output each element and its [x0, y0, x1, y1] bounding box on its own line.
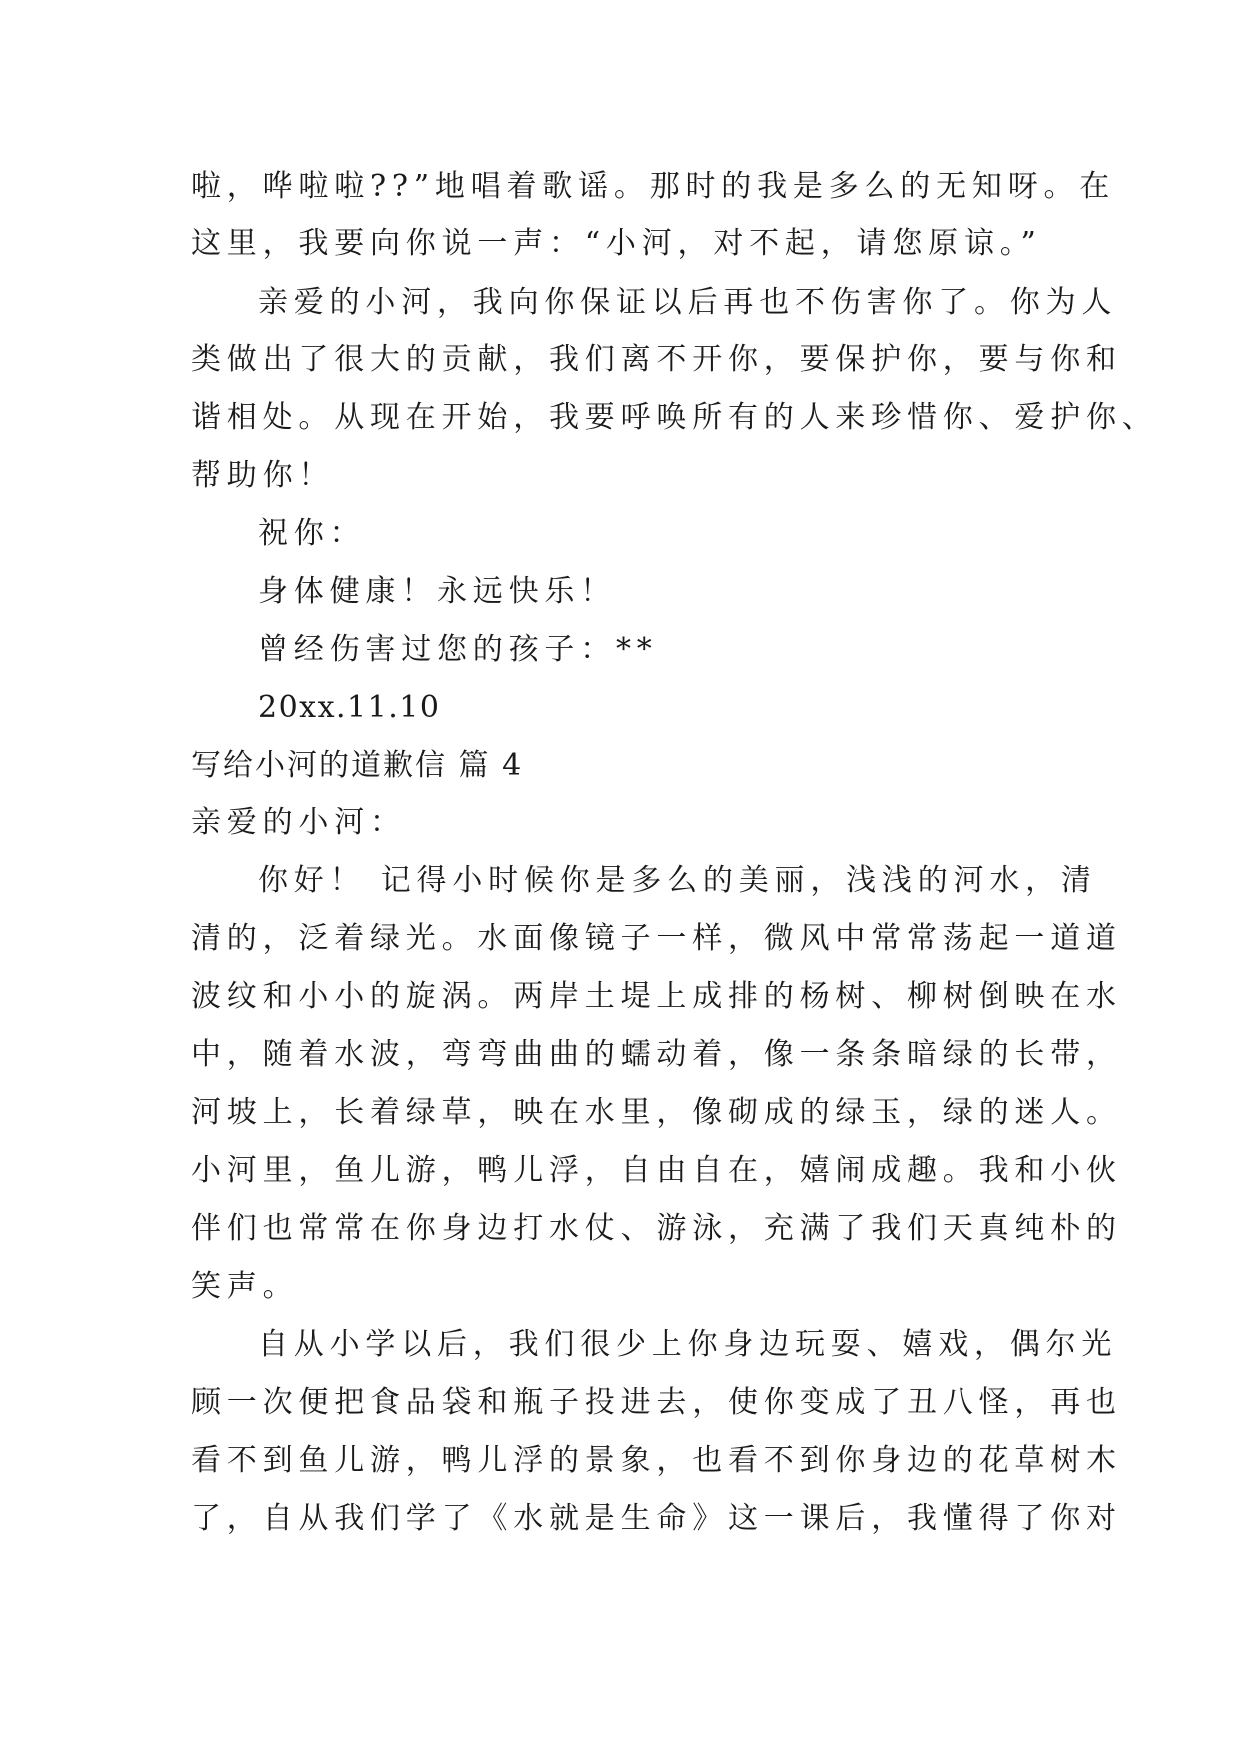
text-line: 了，自从我们学了《水就是生命》这一课后，我懂得了你对: [191, 1501, 1122, 1536]
closing-wish: 身体健康！永远快乐！: [258, 574, 616, 609]
text-line: 波纹和小小的旋涡。两岸土堤上成排的杨树、柳树倒映在水: [191, 979, 1122, 1014]
text-line: 河坡上，长着绿草，映在水里，像砌成的绿玉，绿的迷人。: [191, 1095, 1122, 1130]
signature: 曾经伤害过您的孩子：**: [258, 632, 658, 667]
section-heading: 写给小河的道歉信 篇 4: [191, 748, 524, 783]
text-line: 帮助你！: [191, 458, 335, 493]
closing-salutation: 祝你：: [258, 516, 366, 551]
text-line: 看不到鱼儿游，鸭儿浮的景象，也看不到你身边的花草树木: [191, 1443, 1122, 1478]
greeting: 亲爱的小河：: [191, 805, 406, 840]
text-line: 这里，我要向你说一声：“小河，对不起，请您原谅。”: [191, 226, 1042, 261]
text-line: 小河里，鱼儿游，鸭儿浮，自由自在，嬉闹成趣。我和小伙: [191, 1153, 1122, 1188]
text-line: 清的，泛着绿光。水面像镜子一样，微风中常常荡起一道道: [191, 921, 1122, 956]
text-line: 笑声。: [191, 1269, 299, 1304]
date: 20xx.11.10: [258, 690, 441, 725]
text-line: 亲爱的小河，我向你保证以后再也不伤害你了。你为人: [258, 285, 1118, 320]
text-line: 啦，哗啦啦??”地唱着歌谣。那时的我是多么的无知呀。在: [191, 169, 1116, 204]
text-line: 中，随着水波，弯弯曲曲的蠕动着，像一条条暗绿的长带，: [191, 1037, 1122, 1072]
text-line: 自从小学以后，我们很少上你身边玩耍、嬉戏，偶尔光: [258, 1327, 1118, 1362]
text-line: 顾一次便把食品袋和瓶子投进去，使你变成了丑八怪，再也: [191, 1385, 1122, 1420]
text-line: 你好！ 记得小时候你是多么的美丽，浅浅的河水，清: [258, 863, 1097, 898]
text-line: 类做出了很大的贡献，我们离不开你，要保护你，要与你和: [191, 342, 1122, 377]
text-line: 谐相处。从现在开始，我要呼唤所有的人来珍惜你、爱护你、: [191, 400, 1158, 435]
text-line: 伴们也常常在你身边打水仗、游泳，充满了我们天真纯朴的: [191, 1211, 1122, 1246]
